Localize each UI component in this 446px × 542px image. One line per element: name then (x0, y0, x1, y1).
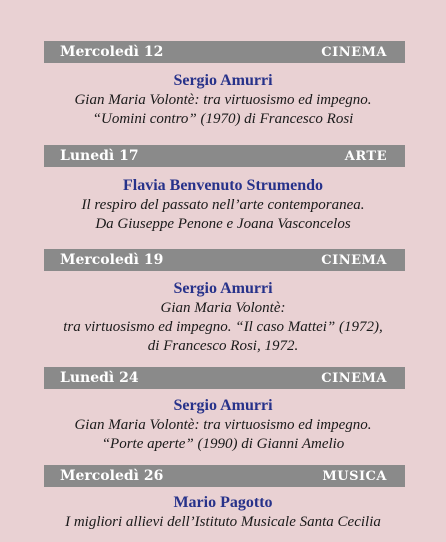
event-description-line: “Porte aperte” (1990) di Gianni Amelio (101, 436, 345, 452)
event-speaker: Mario Pagotto (173, 494, 273, 511)
event-header (44, 367, 405, 389)
event-description-line: Gian Maria Volontè: tra virtuosismo ed impegno. (74, 417, 372, 433)
event-header (44, 41, 405, 63)
event-category: CINEMA (321, 44, 387, 60)
event-date: Mercoledì 12 (60, 44, 164, 60)
event-speaker: Sergio Amurri (173, 397, 273, 414)
event-details (0, 396, 446, 454)
event-date: Mercoledì 19 (60, 252, 164, 268)
event-details (0, 493, 446, 532)
event-category: ARTE (344, 148, 387, 164)
event-header (44, 145, 405, 167)
event-header (44, 249, 405, 271)
event-description-line: Gian Maria Volontè: (160, 300, 286, 316)
event-description-line: Da Giuseppe Penone e Joana Vasconcelos (95, 216, 351, 232)
event-description-line: tra virtuosismo ed impegno. “Il caso Mattei” (1972), (63, 319, 383, 335)
event-category: CINEMA (321, 370, 387, 386)
event-description-line: Gian Maria Volontè: tra virtuosismo ed impegno. (74, 92, 372, 108)
event-description-line: “Uomini contro” (1970) di Francesco Rosi (92, 111, 354, 127)
event-header (44, 465, 405, 487)
event-category: MUSICA (322, 468, 387, 484)
event-details (0, 279, 446, 356)
event-date: Mercoledì 26 (60, 468, 164, 484)
event-date: Lunedì 24 (60, 370, 139, 386)
event-description-line: di Francesco Rosi, 1972. (147, 338, 299, 354)
event-description-line: Il respiro del passato nell’arte contemporanea. (81, 197, 365, 213)
event-details (0, 71, 446, 129)
event-date: Lunedì 17 (60, 148, 139, 164)
event-category: CINEMA (321, 252, 387, 268)
event-description-line: I migliori allievi dell’Istituto Musicale Santa Cecilia (65, 514, 381, 530)
event-speaker: Sergio Amurri (173, 72, 273, 89)
event-speaker: Flavia Benvenuto Strumendo (122, 177, 323, 194)
event-speaker: Sergio Amurri (173, 280, 273, 297)
event-details (0, 176, 446, 234)
